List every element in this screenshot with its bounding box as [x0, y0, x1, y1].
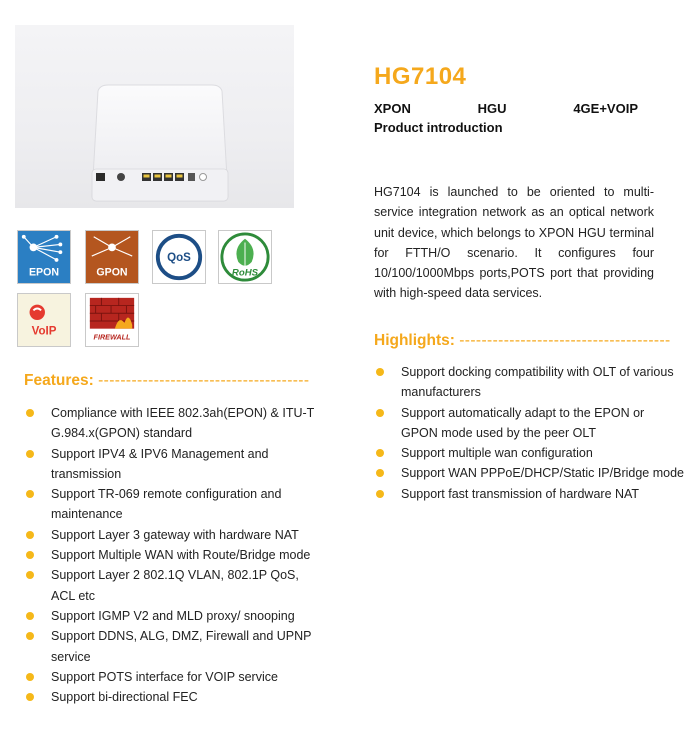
bullet-icon [26, 551, 34, 559]
firewall-icon [85, 293, 139, 347]
gpon-icon [85, 230, 139, 284]
epon-badge-label: EPON [29, 266, 59, 279]
product-model-title: HG7104 [374, 63, 467, 90]
list-item [374, 403, 684, 444]
features-list [24, 403, 324, 707]
bullet-icon [26, 571, 34, 579]
bullet-icon [376, 409, 384, 417]
highlight-text: Support WAN PPPoE/DHCP/Static IP/Bridge mode [401, 466, 684, 481]
highlight-text: Support fast transmission of hardware NAT [401, 486, 640, 501]
bullet-icon [26, 632, 34, 640]
subtitle-line-2: Product introduction [374, 120, 503, 135]
bullet-icon [26, 693, 34, 701]
list-item [24, 626, 324, 667]
voip-badge-label: VoIP [31, 325, 57, 338]
highlight-text: Support automatically adapt to the EPON or GPON mode used by the peer OLT [401, 405, 645, 440]
bullet-icon [26, 409, 34, 417]
list-item [24, 667, 324, 687]
list-item [24, 444, 324, 485]
list-item [24, 525, 324, 545]
router-image [90, 83, 230, 205]
feature-text: Support IPV4 & IPV6 Management and transmission [51, 446, 269, 481]
bullet-icon [376, 490, 384, 498]
list-item [374, 484, 684, 504]
bullet-icon [26, 531, 34, 539]
firewall-badge-label: FIREWALL [93, 332, 131, 342]
list-item [24, 545, 324, 565]
feature-text: Support POTS interface for VOIP service [51, 669, 278, 684]
features-heading [24, 372, 309, 390]
highlights-heading-rule: -------------------------------------- [459, 332, 671, 349]
bullet-icon [376, 449, 384, 457]
bullet-icon [26, 612, 34, 620]
bullet-icon [376, 469, 384, 477]
voip-icon [17, 293, 71, 347]
highlights-list [374, 362, 684, 504]
highlight-text: Support multiple wan configuration [401, 446, 593, 461]
feature-text: Support Multiple WAN with Route/Bridge mode [51, 548, 311, 563]
product-photo [15, 25, 294, 208]
feature-text: Support IGMP V2 and MLD proxy/ snooping [51, 608, 295, 623]
list-item [374, 443, 684, 463]
features-heading-text: Features: [24, 372, 94, 389]
highlights-heading-text: Highlights: [374, 332, 455, 349]
feature-text: Support Layer 3 gateway with hardware NAT [51, 527, 299, 542]
subtitle-word-xpon: XPON [374, 101, 411, 116]
product-subtitle [374, 99, 638, 137]
rohs-badge-label: RoHS [231, 267, 259, 279]
list-item [24, 687, 324, 707]
feature-text: Compliance with IEEE 802.3ah(EPON) & ITU-T G.984.x(GPON) standard [51, 406, 315, 441]
feature-text: Support Layer 2 802.1Q VLAN, 802.1P QoS, ACL etc [51, 568, 299, 603]
features-heading-rule: -------------------------------------- [98, 372, 310, 389]
list-item [24, 403, 324, 444]
bullet-icon [26, 450, 34, 458]
gpon-badge-label: GPON [96, 266, 128, 279]
list-item [374, 362, 684, 403]
bullet-icon [26, 490, 34, 498]
bullet-icon [26, 673, 34, 681]
rohs-icon [218, 230, 272, 284]
list-item [24, 565, 324, 606]
subtitle-word-ports: 4GE+VOIP [573, 101, 638, 116]
bullet-icon [376, 368, 384, 376]
feature-text: Support DDNS, ALG, DMZ, Firewall and UPNP service [51, 629, 312, 664]
epon-icon [17, 230, 71, 284]
product-intro: HG7104 is launched to be oriented to multi-service integration network as an optical network unit device, which belongs to XPON HGU terminal for FTTH/O scenario. It configures four 10/100/1000Mbps ports,POTS port that providing with high-speed data services. [374, 185, 654, 301]
subtitle-word-hgu: HGU [477, 101, 507, 116]
qos-badge-label: QoS [167, 251, 191, 264]
feature-text: Support bi-directional FEC [51, 690, 198, 705]
highlights-heading [374, 332, 671, 350]
feature-text: Support TR-069 remote configuration and maintenance [51, 487, 282, 522]
highlight-text: Support docking compatibility with OLT of various manufacturers [401, 365, 674, 400]
qos-icon [152, 230, 206, 284]
list-item [24, 606, 324, 626]
list-item [24, 484, 324, 525]
list-item [374, 463, 684, 483]
